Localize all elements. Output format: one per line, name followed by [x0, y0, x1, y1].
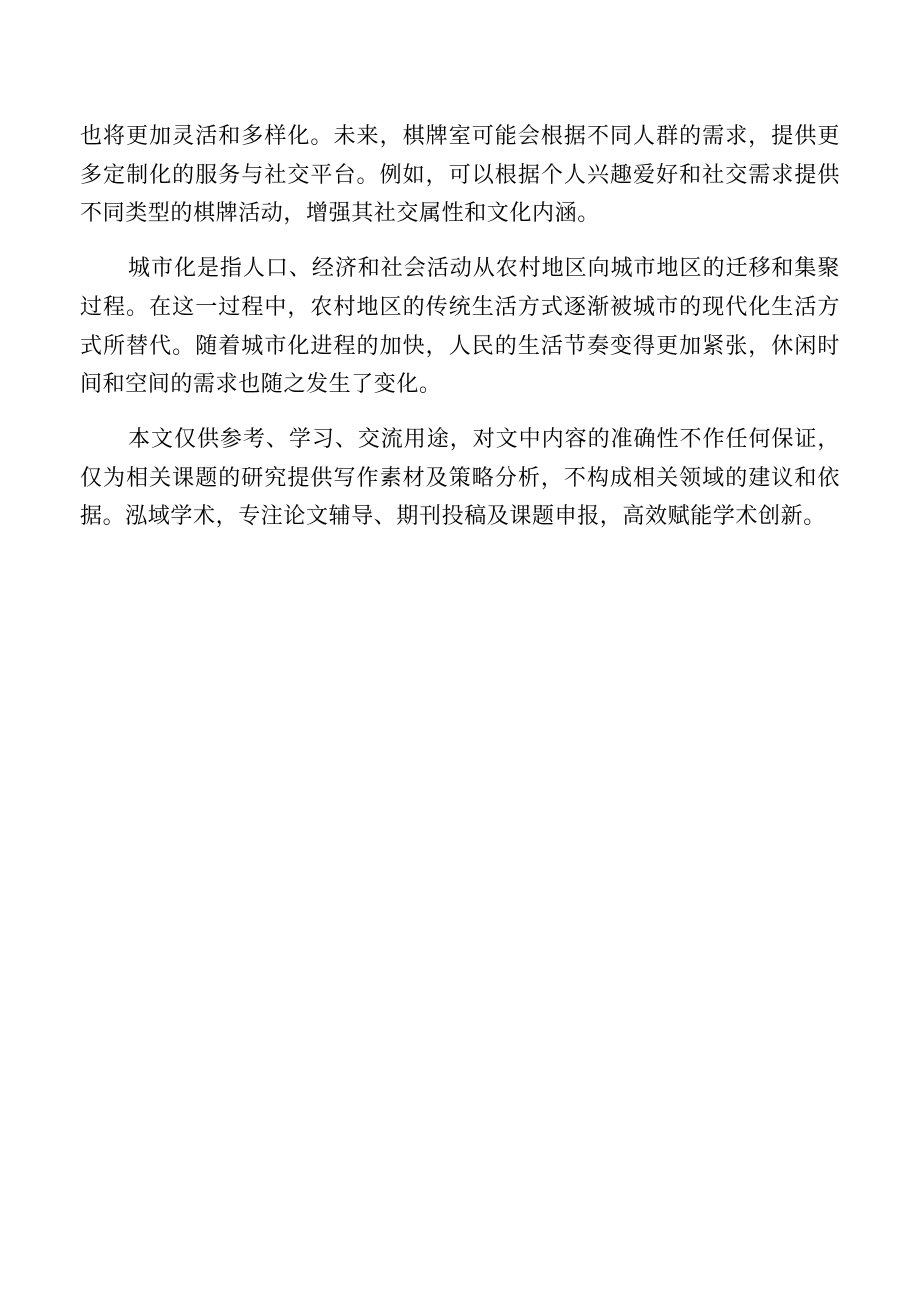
paragraph-disclaimer: 本文仅供参考、学习、交流用途，对文中内容的准确性不作任何保证，仅为相关课题的研究提供写作素材及策略分析，不构成相关领域的建议和依据。泓域学术，专注论文辅导、期刊投稿及课题申报，高效赋能学术创新。: [80, 426, 840, 530]
document-page: [80, 118, 840, 553]
paragraph-continuation: 也将更加灵活和多样化。未来，棋牌室可能会根据不同人群的需求，提供更多定制化的服务与社交平台。例如，可以根据个人兴趣爱好和社交需求提供不同类型的棋牌活动，增强其社交属性和文化内涵。: [80, 124, 840, 227]
paragraph-urbanization: 城市化是指人口、经济和社会活动从农村地区向城市地区的迁移和集聚过程。在这一过程中，农村地区的传统生活方式逐渐被城市的现代化生活方式所替代。随着城市化进程的加快，人民的生活节奏变得更加紧张，休闲时间和空间的需求也随之发生了变化。: [80, 256, 840, 398]
